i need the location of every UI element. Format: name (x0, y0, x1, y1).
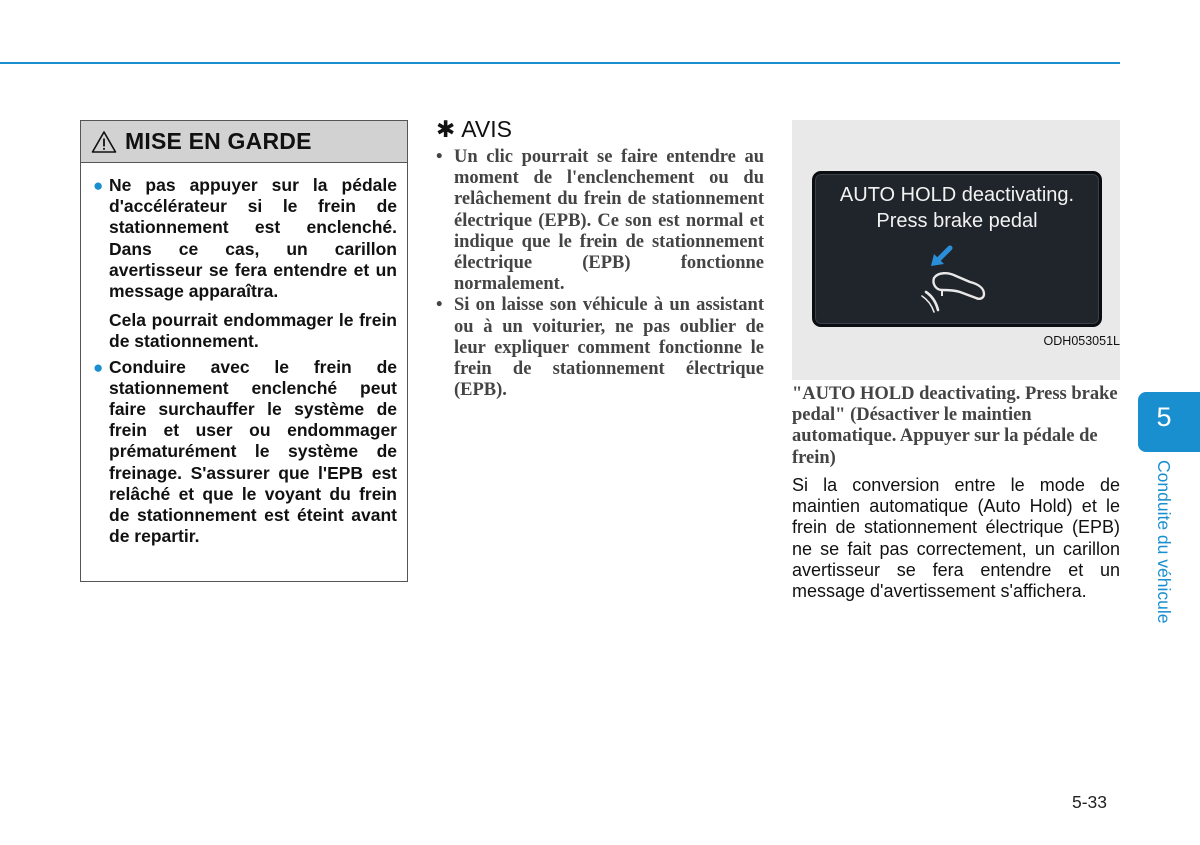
warning-box (80, 120, 408, 582)
chapter-label-wrap (1153, 460, 1175, 632)
avis-heading (436, 116, 512, 143)
warning-item (91, 175, 397, 302)
warning-item (91, 357, 397, 548)
chapter-number: 5 (1156, 402, 1172, 432)
bullet-icon: • (436, 147, 443, 167)
bullet-icon: ● (93, 357, 104, 377)
brake-pedal-icon (920, 244, 1000, 314)
avis-list (436, 147, 764, 401)
display-message-line1: AUTO HOLD deactivating. (839, 184, 1075, 206)
header-rule (0, 62, 1120, 64)
cluster-display (812, 171, 1102, 327)
avis-item (436, 295, 764, 401)
warning-header (81, 121, 407, 163)
avis-item-text: Si on laisse son véhicule à un assistant ou à un voiturier, ne pas oublier de leur expliquer comment fonctionne le frein de stationnement électrique (EPB). (454, 295, 764, 401)
figure-caption: "AUTO HOLD deactivating. Press brake pedal" (Désactiver le maintien automatique. Appuyer sur la pédale de frein) (792, 384, 1118, 468)
chapter-tab (1138, 392, 1200, 452)
bullet-icon: ● (93, 176, 104, 195)
bullet-icon: • (436, 295, 443, 316)
page-number: 5-33 (1072, 792, 1108, 812)
warning-triangle-icon (91, 130, 117, 154)
warning-item-text: Conduire avec le frein de stationnement enclenché peut faire surchauffer le système de frein et user ou endommager prématurément le système de freinage. S'assurer que l'EPB est relâché et que le voyant du frein de stationnement est éteint avant de repartir. (109, 356, 397, 547)
avis-item (436, 147, 764, 295)
figure-code: ODH053051L (1043, 334, 1120, 348)
avis-title: AVIS (461, 116, 512, 142)
warning-body (81, 163, 407, 547)
warning-item-extra: Cela pourrait endommager le frein de stationnement. (109, 310, 397, 352)
body-paragraph: Si la conversion entre le mode de maintien automatique (Auto Hold) et le frein de stationnement électrique (EPB) ne se fait pas correctement, un carillon avertisseur se fera entendre et un message d'avertissement s'affichera. (792, 475, 1120, 602)
avis-item-text: Un clic pourrait se faire entendre au moment de l'enclenchement ou du relâchement du frein de stationnement électrique (EPB). Ce son est normal et indique que le frein de stationnement électrique (EPB) fonctionne normalement. (454, 147, 764, 295)
display-message-line2: Press brake pedal (876, 210, 1038, 232)
warning-item-text: Ne pas appuyer sur la pédale d'accélérateur si le frein de stationnement est enclenché. Dans ce cas, un carillon avertisseur se fera entendre et un message apparaîtra. (109, 175, 397, 302)
cluster-figure (792, 120, 1120, 380)
asterisk-icon: ✱ (436, 116, 456, 142)
warning-title: MISE EN GARDE (125, 128, 312, 154)
chapter-label: Conduite du véhicule (1154, 460, 1174, 624)
